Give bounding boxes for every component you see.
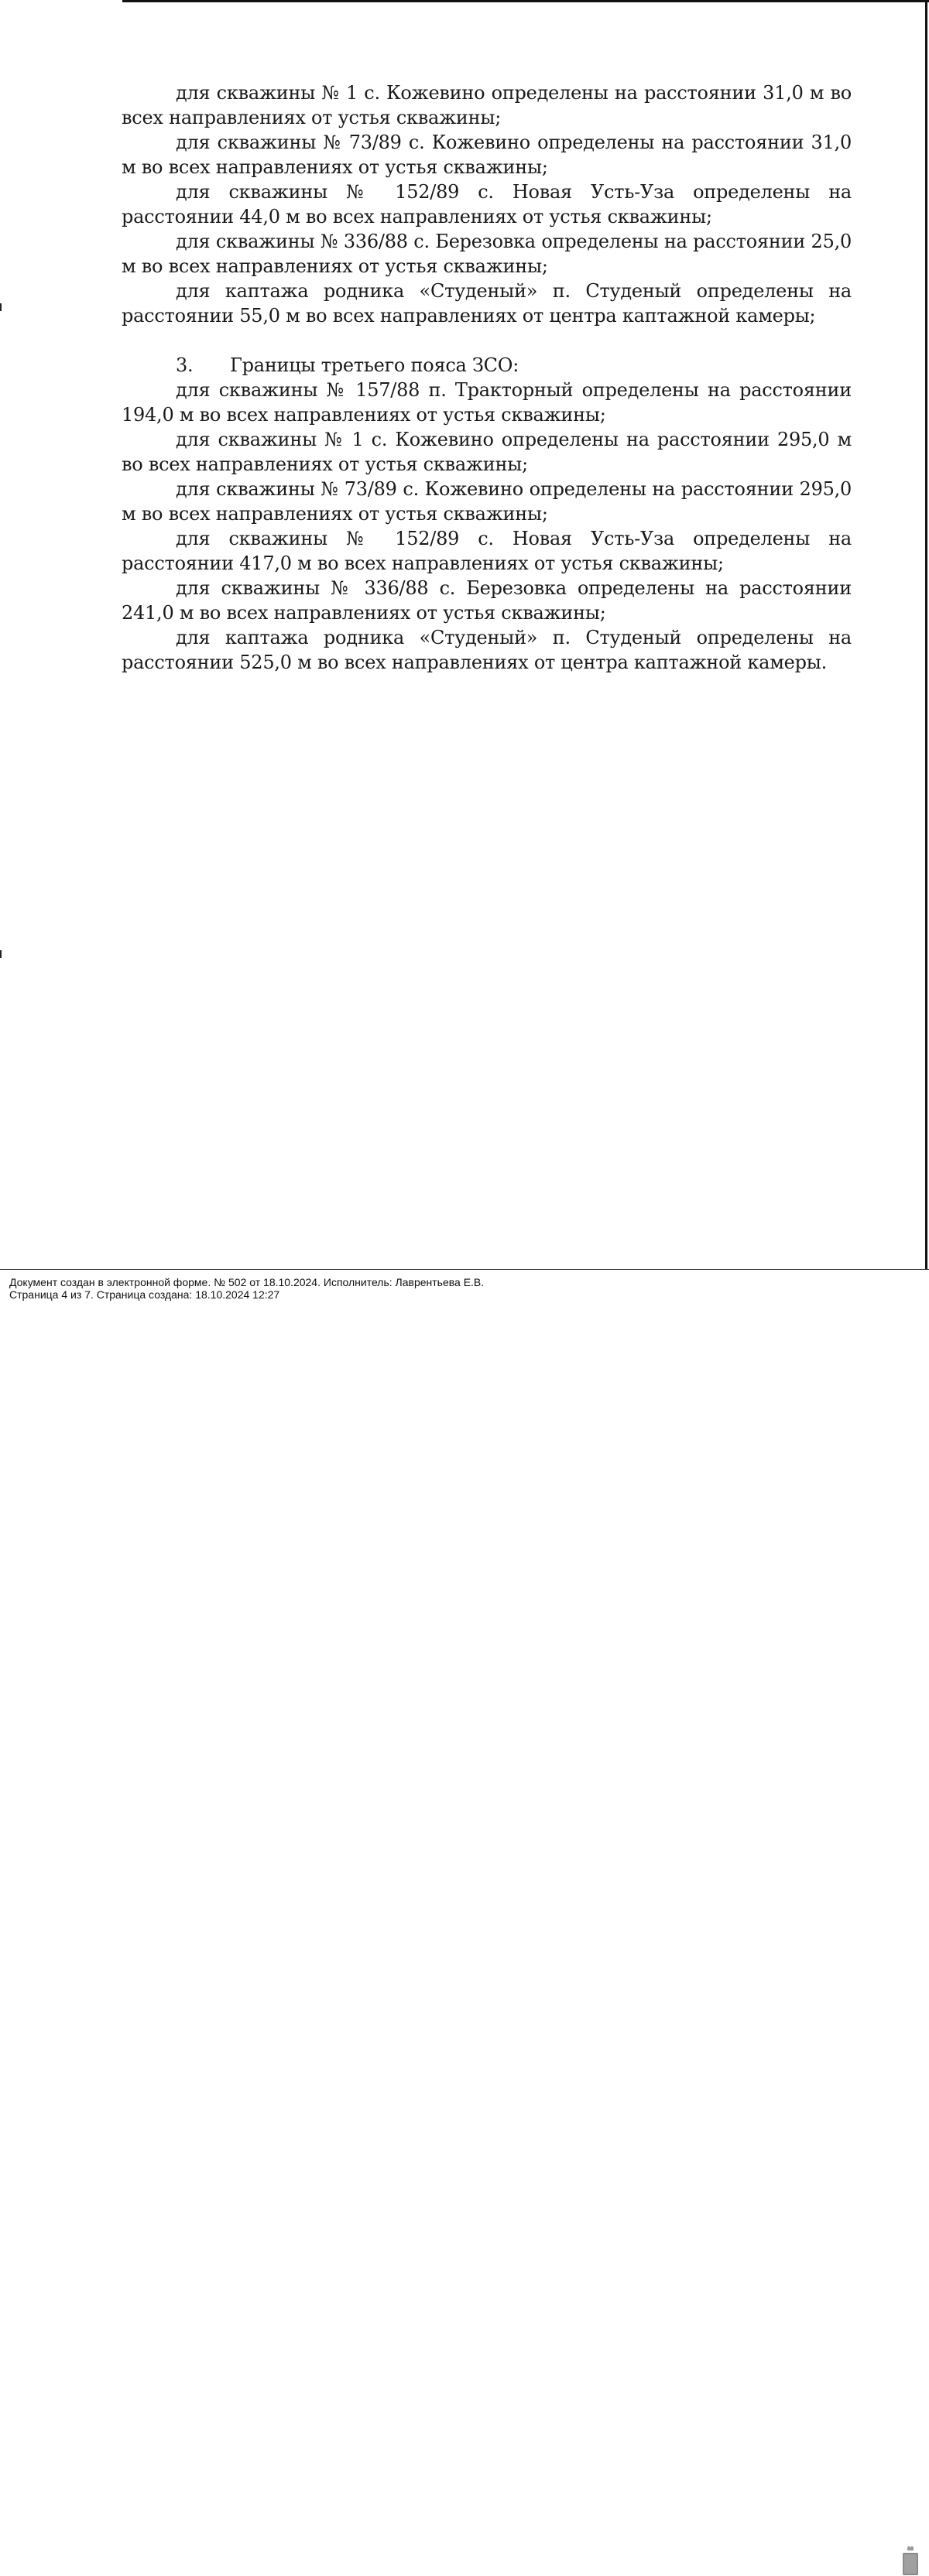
- zone3-item: для каптажа родника «Студеный» п. Студеный определены на расстоянии 525,0 м во всех направлениях от центра каптажной камеры.: [122, 627, 852, 673]
- section-3-title: Границы третьего пояса ЗСО:: [230, 354, 519, 376]
- coat-of-arms-icon: [901, 2545, 920, 2576]
- scan-left-tick: [0, 950, 2, 958]
- footer-line-1: Документ создан в электронной форме. № 502 от 18.10.2024. Исполнитель: Лаврентьева Е.В.: [9, 1276, 485, 1288]
- document-footer: [0, 1269, 929, 1315]
- zone2-item: для скважины № 73/89 с. Кожевино определены на расстоянии 31,0 м во всех направлениях от устья скважины;: [122, 132, 852, 178]
- footer-text: [9, 1276, 484, 1301]
- zone3-item: для скважины № 157/88 п. Тракторный определены на расстоянии 194,0 м во всех направлениях от устья скважины;: [122, 379, 852, 426]
- zone2-item: для каптажа родника «Студеный» п. Студеный определены на расстоянии 55,0 м во всех направлениях от центра каптажной камеры;: [122, 280, 852, 327]
- footer-line-2: Страница 4 из 7. Страница создана: 18.10.2024 12:27: [9, 1288, 280, 1301]
- zone2-item: для скважины № 336/88 с. Березовка определены на расстоянии 25,0 м во всех направлениях от устья скважины;: [122, 231, 852, 277]
- zone2-item: для скважины № 1 с. Кожевино определены на расстоянии 31,0 м во всех направлениях от устья скважины;: [122, 82, 852, 128]
- zone3-item: для скважины № 1 с. Кожевино определены на расстоянии 295,0 м во всех направлениях от устья скважины;: [122, 429, 852, 475]
- scan-left-tick: [0, 303, 2, 311]
- section-3-heading: [122, 353, 852, 378]
- scan-top-border: [122, 0, 929, 2]
- zone3-item: для скважины № 152/89 с. Новая Усть-Уза определены на расстоянии 417,0 м во всех направлениях от устья скважины;: [122, 528, 852, 574]
- zone2-item: для скважины № 152/89 с. Новая Усть-Уза определены на расстоянии 44,0 м во всех направлениях от устья скважины;: [122, 181, 852, 227]
- section-3-number: 3.: [176, 354, 194, 376]
- scan-right-border: [925, 0, 927, 1277]
- zone3-item: для скважины № 336/88 с. Березовка определены на расстоянии 241,0 м во всех направлениях от устья скважины;: [122, 577, 852, 624]
- zone3-item: для скважины № 73/89 с. Кожевино определены на расстоянии 295,0 м во всех направлениях от устья скважины;: [122, 478, 852, 525]
- document-body: [122, 80, 852, 675]
